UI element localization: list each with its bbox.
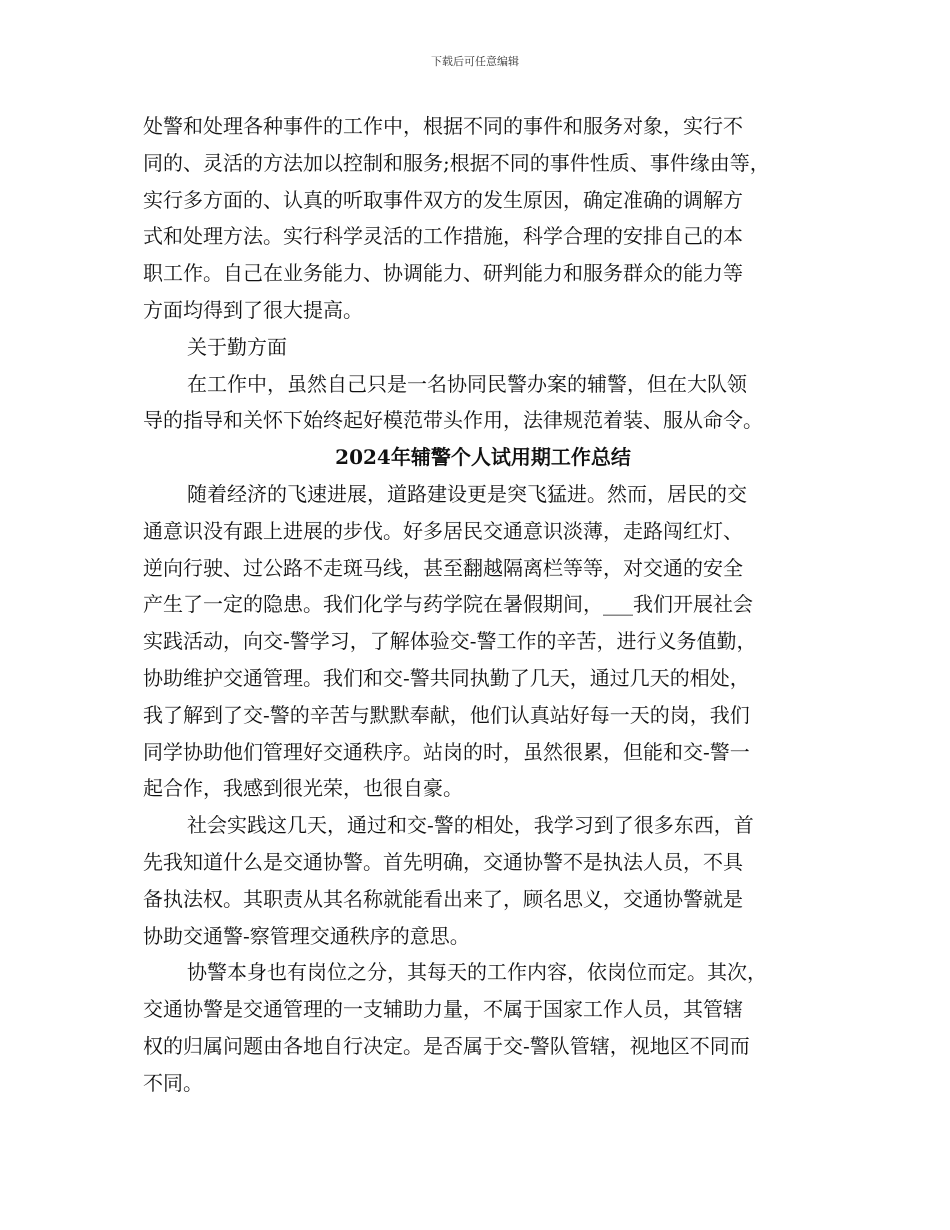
text-line: 交通协警是交通管理的一支辅助力量，不属于国家工作人员，其管辖 [143,997,743,1022]
text-line: 协助维护交通管理。我们和交-警共同执勤了几天，通过几天的相处， [143,665,750,690]
text-line: 随着经济的飞速进展，道路建设更是突飞猛进。然而，居民的交 [187,481,747,506]
text-line: 起合作，我感到很光荣，也很自豪。 [143,776,463,801]
text-line: 我了解到了交-警的辛苦与默默奉献，他们认真站好每一天的岗，我们 [143,702,750,727]
text-line: 处警和处理各种事件的工作中，根据不同的事件和服务对象，实行不 [143,114,743,138]
text-line: 实行多方面的、认真的听取事件双方的发生原因，确定准确的调解方 [143,187,743,212]
text-line: 备执法权。其职责从其名称就能看出来了，顾名思义，交通协警就是 [143,886,743,911]
text-line: 产生了一定的隐患。我们化学与药学院在暑假期间，___我们开展社会 [143,592,753,617]
text-line: 同的、灵活的方法加以控制和服务;根据不同的事件性质、事件缘由等， [143,150,770,175]
text-line: 社会实践这几天，通过和交-警的相处，我学习到了很多东西，首 [187,813,754,838]
document-title: 2024年辅警个人试用期工作总结 [335,445,631,470]
text-line: 权的归属问题由各地自行决定。是否属于交-警队管辖，视地区不同而 [143,1033,750,1058]
text-line: 在工作中，虽然自己只是一名协同民警办案的辅警，但在大队领 [187,371,747,396]
text-line: 方面均得到了很大提高。 [143,297,363,322]
text-line: 协助交通警-察管理交通秩序的意思。 [143,923,470,948]
text-line: 逆向行驶、过公路不走斑马线，甚至翻越隔离栏等等，对交通的安全 [143,555,743,580]
text-line: 实践活动，向交-警学习，了解体验交-警工作的辛苦，进行义务值勤， [143,629,757,654]
text-line: 式和处理方法。实行科学灵活的工作措施，科学合理的安排自己的本 [143,224,743,249]
text-line: 通意识没有跟上进展的步伐。好多居民交通意识淡薄，走路闯红灯、 [143,518,743,543]
text-line: 不同。 [143,1070,203,1095]
section-heading: 关于勤方面 [187,334,287,359]
text-line: 同学协助他们管理好交通秩序。站岗的时，虽然很累，但能和交-警一 [143,739,750,764]
text-line: 先我知道什么是交通协警。首先明确，交通协警不是执法人员，不具 [143,849,743,874]
text-line: 协警本身也有岗位之分，其每天的工作内容，依岗位而定。其次， [187,960,767,985]
header-note: 下载后可任意编辑 [431,55,519,68]
text-line: 导的指导和关怀下始终起好模范带头作用，法律规范着装、服从命令。 [143,408,763,433]
document-body [143,108,823,1102]
text-line: 职工作。自己在业务能力、协调能力、研判能力和服务群众的能力等 [143,261,743,286]
